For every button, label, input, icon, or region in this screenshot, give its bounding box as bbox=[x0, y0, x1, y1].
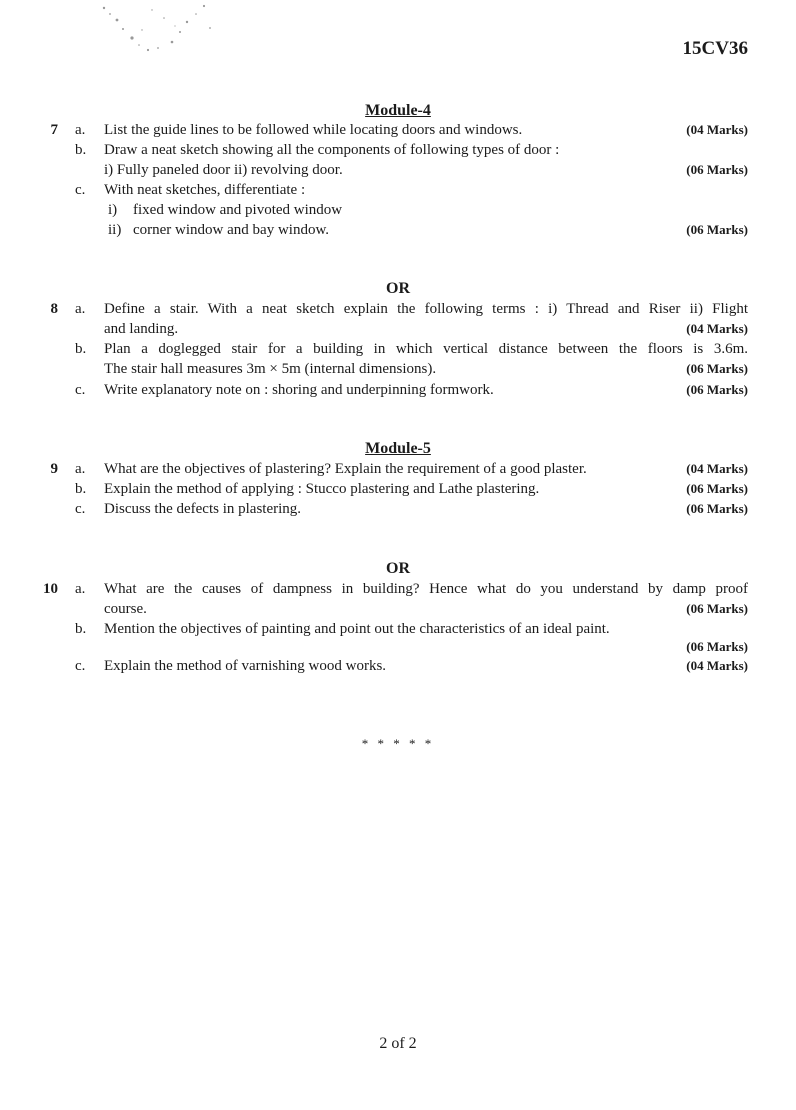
part-label: b. bbox=[75, 142, 87, 158]
q7b-row-2 bbox=[0, 160, 796, 180]
q7c-sub-i bbox=[0, 200, 796, 220]
scan-smudge bbox=[92, 0, 242, 60]
question-text: and landing. bbox=[104, 321, 179, 337]
part-label: a. bbox=[75, 581, 86, 597]
question-text: What are the causes of dampness in building? Hence what do you understand by damp proof bbox=[104, 581, 748, 597]
q7a-row bbox=[0, 120, 796, 140]
q8c-row bbox=[0, 380, 796, 400]
q9b-row bbox=[0, 479, 796, 499]
q8a-row bbox=[0, 299, 796, 319]
question-text: Plan a doglegged stair for a building in which vertical distance between the floors is 3.6m. bbox=[104, 341, 748, 357]
question-text: With neat sketches, differentiate : bbox=[104, 182, 306, 198]
marks: (04 Marks) bbox=[686, 122, 748, 137]
part-label: c. bbox=[75, 501, 86, 517]
question-text: List the guide lines to be followed while locating doors and windows. bbox=[104, 122, 523, 138]
q7c-sub-ii bbox=[0, 220, 796, 240]
marks: (06 Marks) bbox=[686, 601, 748, 616]
q9a-row bbox=[0, 459, 796, 479]
q8b-row-2 bbox=[0, 359, 796, 379]
question-text: course. bbox=[104, 601, 147, 617]
question-number: 8 bbox=[50, 301, 58, 317]
part-label: b. bbox=[75, 481, 87, 497]
part-label: a. bbox=[75, 301, 86, 317]
question-number: 9 bbox=[50, 461, 58, 477]
question-text: Draw a neat sketch showing all the components of following types of door : bbox=[104, 142, 560, 158]
part-label: a. bbox=[75, 461, 86, 477]
module-5-heading: Module-5 bbox=[365, 440, 431, 457]
page-number: 2 of 2 bbox=[379, 1035, 417, 1052]
sub-label: ii) bbox=[108, 222, 122, 238]
marks: (06 Marks) bbox=[686, 361, 748, 376]
end-marker: * * * * * bbox=[361, 736, 435, 751]
question-text: corner window and bay window. bbox=[133, 222, 330, 238]
module-4-heading: Module-4 bbox=[365, 102, 431, 119]
part-label: a. bbox=[75, 122, 86, 138]
part-label: c. bbox=[75, 658, 86, 674]
question-text: Write explanatory note on : shoring and underpinning formwork. bbox=[104, 382, 494, 398]
question-text: The stair hall measures 3m × 5m (internal dimensions). bbox=[104, 361, 437, 377]
q10a-row bbox=[0, 579, 796, 599]
marks: (06 Marks) bbox=[686, 501, 748, 516]
question-text: fixed window and pivoted window bbox=[133, 202, 343, 218]
or-divider: OR bbox=[386, 280, 410, 297]
q7c-row bbox=[0, 180, 796, 200]
q8b-row bbox=[0, 339, 796, 359]
marks: (06 Marks) bbox=[686, 382, 748, 397]
part-label: b. bbox=[75, 621, 87, 637]
marks: (04 Marks) bbox=[686, 658, 748, 673]
marks: (04 Marks) bbox=[686, 461, 748, 476]
question-text: What are the objectives of plastering? Explain the requirement of a good plaster. bbox=[104, 461, 587, 477]
marks: (06 Marks) bbox=[686, 639, 748, 654]
part-label: c. bbox=[75, 382, 86, 398]
q10b-marks-row bbox=[0, 637, 796, 657]
marks: (06 Marks) bbox=[686, 481, 748, 496]
q10a-row-2 bbox=[0, 599, 796, 619]
q7b-row bbox=[0, 140, 796, 160]
question-number: 7 bbox=[50, 122, 58, 138]
marks: (06 Marks) bbox=[686, 162, 748, 177]
q9c-row bbox=[0, 499, 796, 519]
question-text: i) Fully paneled door ii) revolving door. bbox=[104, 162, 343, 178]
or-divider: OR bbox=[386, 560, 410, 577]
question-text: Define a stair. With a neat sketch explain the following terms : i) Thread and Riser ii) Flight bbox=[104, 301, 748, 317]
sub-label: i) bbox=[108, 202, 118, 218]
subject-code: 15CV36 bbox=[682, 38, 748, 59]
question-text: Mention the objectives of painting and point out the characteristics of an ideal paint. bbox=[104, 621, 610, 637]
q10c-row bbox=[0, 656, 796, 676]
question-number: 10 bbox=[43, 581, 58, 597]
question-text: Discuss the defects in plastering. bbox=[104, 501, 302, 517]
part-label: c. bbox=[75, 182, 86, 198]
question-text: Explain the method of varnishing wood works. bbox=[104, 658, 387, 674]
marks: (06 Marks) bbox=[686, 222, 748, 237]
part-label: b. bbox=[75, 341, 87, 357]
q8a-row-2 bbox=[0, 319, 796, 339]
q10b-row bbox=[0, 619, 796, 639]
question-text: Explain the method of applying : Stucco plastering and Lathe plastering. bbox=[104, 481, 540, 497]
marks: (04 Marks) bbox=[686, 321, 748, 336]
